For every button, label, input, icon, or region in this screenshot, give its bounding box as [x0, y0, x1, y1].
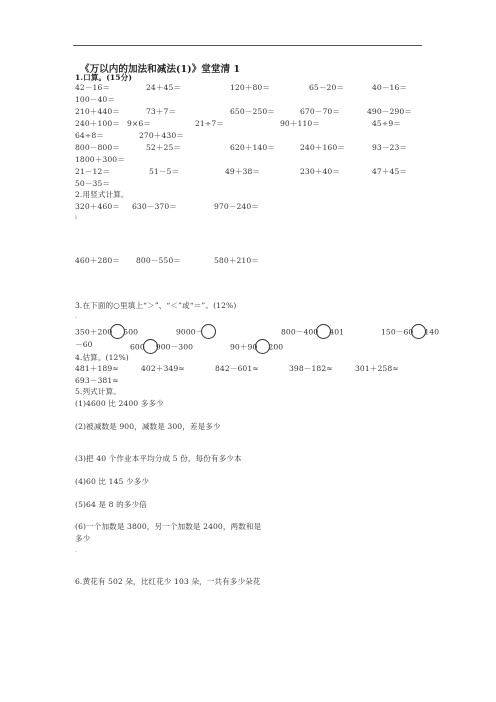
oral-item: 51－5＝	[149, 167, 180, 176]
oral-item: 210＋440＝	[75, 107, 120, 116]
word-problem-final: 6.黄花有 502 朵，比红花少 103 朵，一共有多少朵花	[75, 577, 261, 586]
word-problem-3: (3)把 40 个作业本平均分成 5 份，每份有多少本	[75, 454, 242, 463]
stray-mark: ,	[75, 312, 77, 319]
vertical-item: 320＋460＝	[75, 202, 120, 211]
oral-row-1	[75, 83, 425, 93]
oral-item: 650－250＝	[230, 107, 275, 116]
oral-item: 52＋25＝	[146, 143, 182, 152]
word-problem-5: (5)64 是 8 的多少倍	[75, 500, 147, 509]
word-problem-1: (1)4600 比 2400 多多少	[75, 399, 164, 408]
vertical-row-1	[75, 202, 425, 212]
section-4-heading: 4.估算。(12%)	[75, 353, 129, 362]
compare-item: 150－60 140	[381, 325, 439, 340]
section-5-heading: 5.列式计算。	[75, 387, 121, 396]
compare-item: －60	[75, 340, 93, 349]
section-2-heading: 2.用竖式计算。	[75, 190, 129, 199]
compare-item: 350＋200 500	[75, 325, 138, 340]
oral-item: 50－35＝	[75, 179, 111, 188]
compare-row-2	[75, 340, 425, 352]
section-3-heading: 3.在下面的○里填上“＞”、“＜”或“＝”。(12%)	[75, 301, 237, 310]
oral-item: 800－800＝	[75, 143, 120, 152]
oral-item: 100－40＝	[75, 95, 116, 104]
oral-item: 45÷9＝	[372, 119, 401, 128]
oral-item: 240＋160＝	[300, 143, 345, 152]
oral-item: 40－16＝	[372, 83, 408, 92]
oral-item: 670－70＝	[300, 107, 341, 116]
worksheet-title: 《万以内的加法和减法(1)》堂堂清 1	[80, 64, 241, 75]
vertical-item: 580＋210＝	[214, 256, 259, 265]
estimate-item: 481＋189≈	[75, 364, 119, 373]
word-problem-4: (4)60 比 145 少多少	[75, 477, 150, 486]
oral-row-4	[75, 119, 425, 129]
estimate-item: 693－381≈	[75, 376, 119, 385]
word-problem-6: (6)一个加数是 3800，另一个加数是 2400，两数和是	[75, 522, 262, 531]
oral-item: 620＋140＝	[230, 143, 275, 152]
oral-item: 120＋80＝	[230, 83, 271, 92]
vertical-item: 630－370＝	[132, 202, 177, 211]
section-1-heading: 1.口算。(15分)	[75, 73, 133, 82]
oral-item: 21÷7＝	[195, 119, 224, 128]
oral-row-6	[75, 143, 425, 153]
oral-item: 73＋7＝	[146, 107, 177, 116]
vertical-item: 800－550＝	[136, 256, 181, 265]
oral-item: 230＋40＝	[300, 167, 341, 176]
oral-item: 24＋45＝	[146, 83, 182, 92]
oral-row-5	[75, 131, 425, 141]
oral-item: 240＋100＝	[75, 119, 120, 128]
oral-item: 1800＋300＝	[75, 155, 125, 164]
oral-row-8	[75, 167, 425, 177]
oral-item: 65－20＝	[309, 83, 345, 92]
oral-item: 64÷8＝	[75, 131, 104, 140]
stray-mark: .	[75, 547, 77, 554]
estimate-item: 402＋349≈	[141, 364, 185, 373]
oral-item: 93－23＝	[372, 143, 408, 152]
estimate-item: 842－601≈	[215, 364, 259, 373]
compare-item: 600 900－300	[130, 340, 193, 355]
oral-item: 490－290＝	[367, 107, 412, 116]
compare-circle[interactable]	[201, 324, 216, 339]
vertical-row-2	[75, 256, 425, 266]
vertical-item: 970－240＝	[214, 202, 259, 211]
oral-item: 90＋110＝	[280, 119, 321, 128]
estimate-row-1	[75, 364, 425, 374]
compare-item: 800－400 401	[281, 325, 344, 340]
word-problem-2: (2)被减数是 900，减数是 300，差是多少	[75, 422, 221, 431]
oral-item: 47＋45＝	[372, 167, 408, 176]
header-rule	[73, 45, 422, 46]
estimate-item: 398－182≈	[289, 364, 333, 373]
oral-item: 49＋38＝	[225, 167, 261, 176]
word-problem-6-cont: 多少	[75, 534, 91, 543]
oral-row-3	[75, 107, 425, 117]
stray-mark: ı	[75, 214, 77, 221]
oral-item: 21－12＝	[75, 167, 111, 176]
compare-circle[interactable]	[143, 339, 158, 354]
vertical-item: 460＋280＝	[75, 256, 120, 265]
compare-item: 90＋90 200	[230, 340, 283, 355]
oral-item: 270＋430＝	[139, 131, 184, 140]
compare-item: 9000－	[176, 325, 214, 340]
oral-item: 9×6＝	[127, 119, 152, 128]
estimate-item: 301＋258≈	[355, 364, 399, 373]
oral-item: 42－16＝	[75, 83, 111, 92]
compare-row-1	[75, 325, 440, 337]
